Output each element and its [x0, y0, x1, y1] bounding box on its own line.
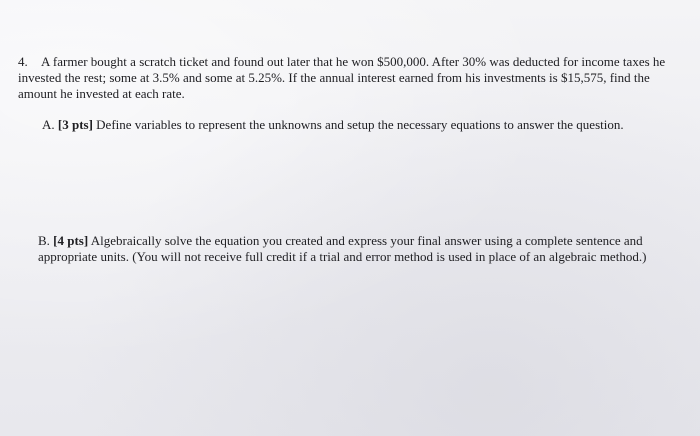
- part-b-text: Algebraically solve the equation you created and express your final answer using a complete sentence and appropriate units. (You will not receive full credit if a trial and error method is used in place of an algebraic method.): [38, 233, 647, 264]
- question-4: [18, 54, 686, 102]
- part-a-points: [3 pts]: [57, 117, 93, 132]
- part-b-points: [4 pts]: [53, 233, 89, 248]
- part-b-prefix: B.: [38, 233, 54, 248]
- part-b: [38, 233, 688, 265]
- question-text: A farmer bought a scratch ticket and found out later that he won $500,000. After 30% was deducted for income taxes he invested the rest; some at 3.5% and some at 5.25%. If the annual interest earned from his investments is $15,575, find the amount he invested at each rate.: [18, 54, 666, 101]
- part-a-prefix: A.: [42, 117, 58, 132]
- part-a: [42, 117, 682, 133]
- question-number: 4.: [18, 54, 28, 69]
- part-a-text: Define variables to represent the unknowns and setup the necessary equations to answer the question.: [92, 117, 624, 132]
